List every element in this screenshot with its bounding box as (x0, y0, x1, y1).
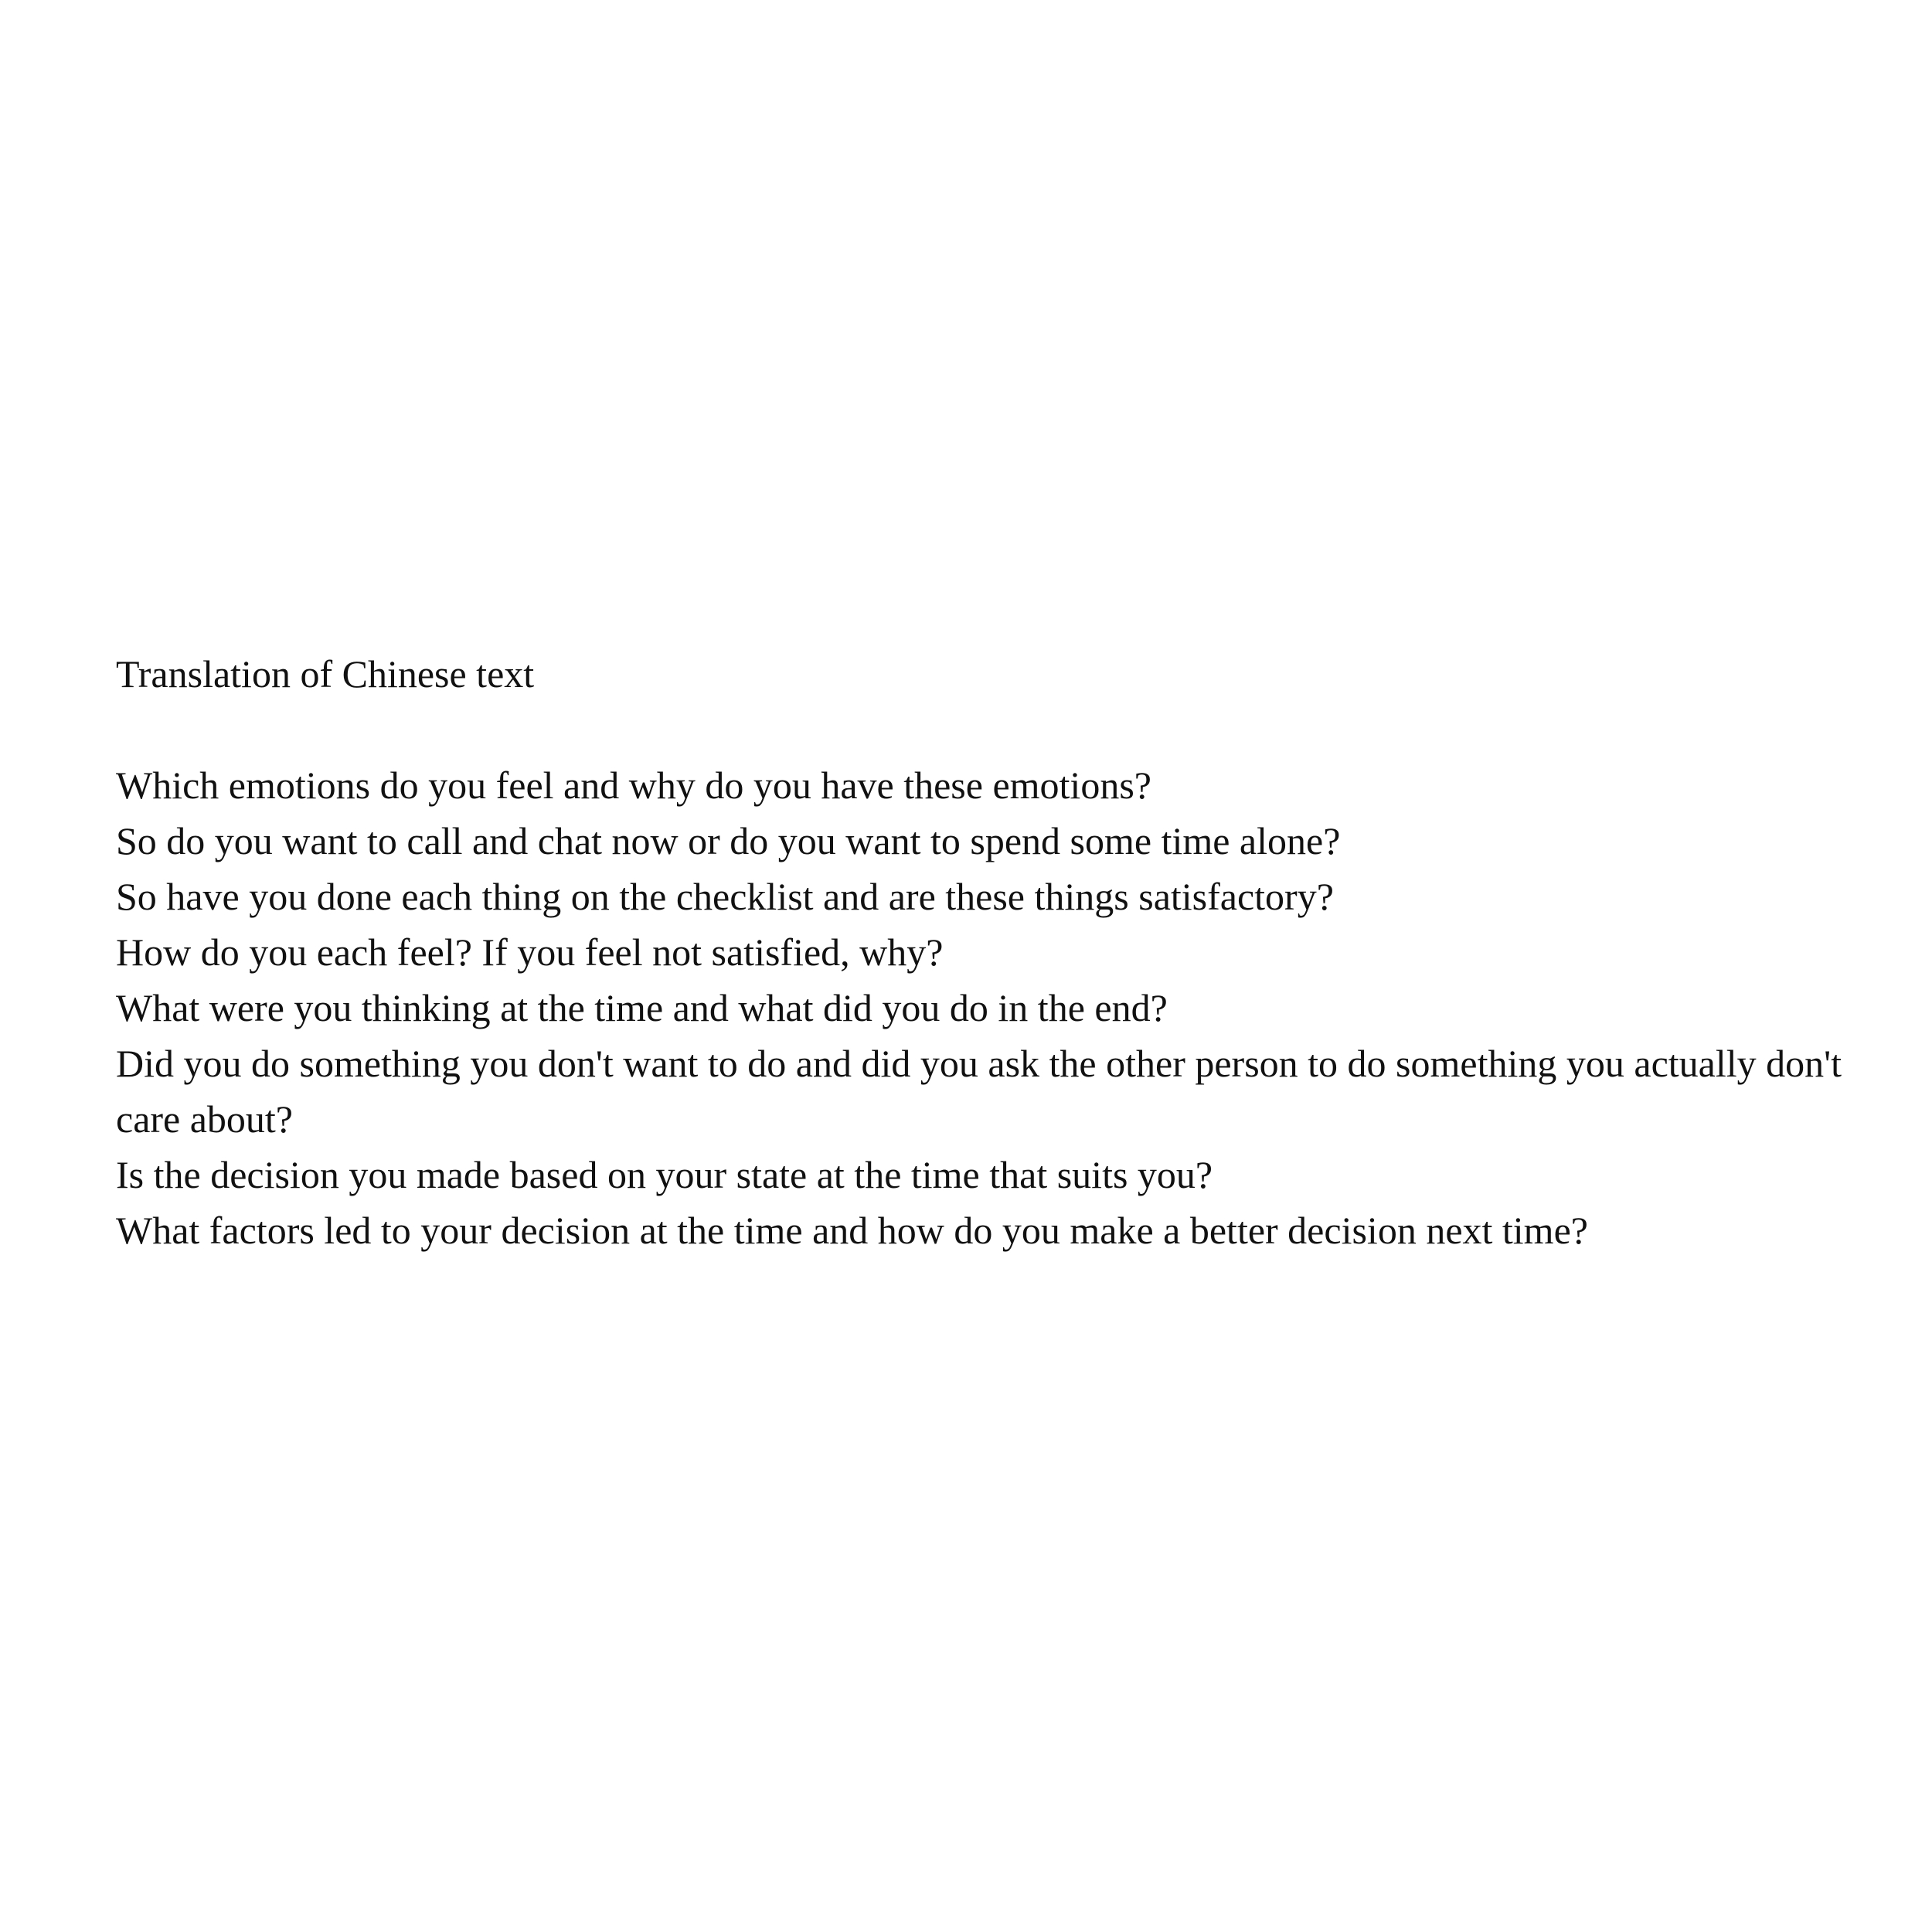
question-item: What were you thinking at the time and what did you do in the end? (116, 986, 1168, 1029)
question-item: How do you each feel? If you feel not satisfied, why? (116, 930, 944, 974)
question-item: Did you do something you don't want to do and did you ask the other person to do something you actually don't care about? (116, 1042, 1842, 1141)
question-item: So do you want to call and chat now or do you want to spend some time alone? (116, 819, 1341, 862)
question-item: Is the decision you made based on your state at the time that suits you? (116, 1153, 1213, 1196)
spacer (116, 702, 1847, 757)
question-item: So have you done each thing on the checklist and are these things satisfactory? (116, 875, 1334, 918)
question-item: What factors led to your decision at the time and how do you make a better decision next time? (116, 1209, 1588, 1252)
question-list (116, 757, 1847, 1258)
document-body (116, 646, 1847, 1258)
document-heading: Translation of Chinese text (116, 652, 535, 696)
question-item: Which emotions do you feel and why do you have these emotions? (116, 764, 1151, 807)
